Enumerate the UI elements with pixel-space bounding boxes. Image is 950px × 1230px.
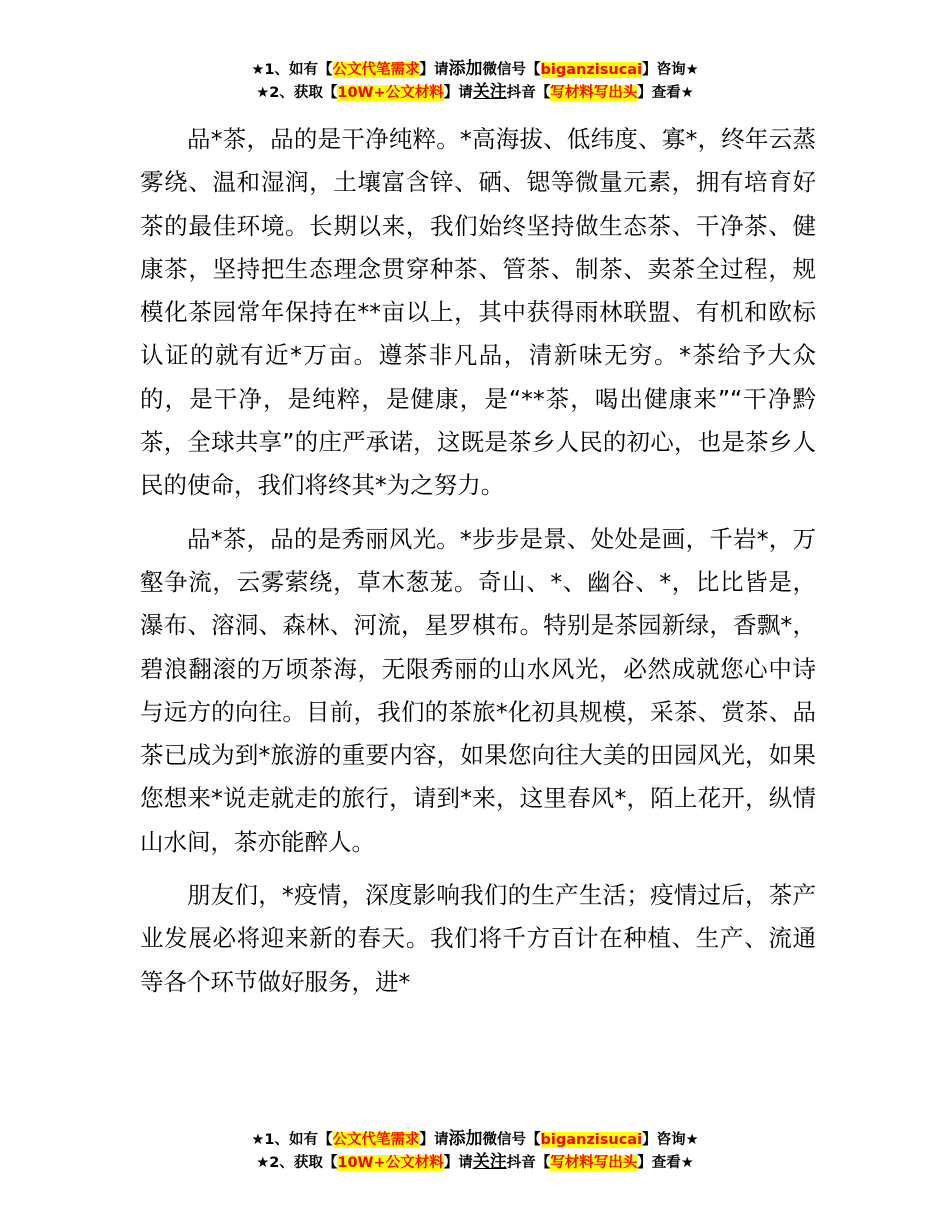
banner-line-2 [0, 81, 950, 104]
banner-highlight: 公文代笔需求 [332, 62, 420, 78]
paragraph: 品*茶，品的是秀丽风光。*步步是景、处处是画，千岩*，万壑争流，云雾萦绕，草木葱茏。奇山、*、幽谷、*，比比皆是，瀑布、溶洞、森林、河流，星罗棋布。特别是茶园新绿，香飘*，碧浪翻滚的万顷茶海，无限秀丽的山水风光，必然成就您心中诗与远方的向往。目前，我们的茶旅*化初具规模，采茶、赏茶、品茶已成为到*旅游的重要内容，如果您向往大美的田园风光，如果您想来*说走就走的旅行，请到*来，这里春风*，陌上花开，纵情山水间，茶亦能醉人。 [140, 524, 816, 856]
banner-text: 】请 [419, 62, 449, 78]
banner-text: 】咨询★ [642, 1132, 699, 1148]
banner-text: ★1、如有【 [251, 62, 333, 78]
paragraph: 朋友们，*疫情，深度影响我们的生产生活；疫情过后，茶产业发展必将迎来新的春天。我们将千方百计在种植、生产、流通等各个环节做好服务，进* [140, 881, 816, 996]
document-body [140, 118, 816, 1014]
banner-emphasis: 添加 [448, 59, 483, 79]
banner-line-1 [0, 1128, 950, 1151]
banner-emphasis: 关注 [472, 82, 507, 102]
banner-text: 抖音【 [506, 1155, 551, 1171]
banner-text: 】查看★ [637, 1155, 694, 1171]
banner-text: 】咨询★ [642, 62, 699, 78]
banner-highlight: 10W+公文材料 [337, 1155, 444, 1171]
banner-text: 抖音【 [506, 85, 551, 101]
banner-text: 微信号【 [482, 1132, 541, 1148]
banner-text: 微信号【 [482, 62, 541, 78]
banner-highlight: biganzisucai [540, 1132, 643, 1148]
banner-emphasis: 关注 [472, 1152, 507, 1172]
header-banner [0, 58, 950, 104]
banner-emphasis: 添加 [448, 1129, 483, 1149]
banner-line-1 [0, 58, 950, 81]
banner-highlight: 公文代笔需求 [332, 1132, 420, 1148]
banner-text: 】查看★ [637, 85, 694, 101]
banner-highlight: 10W+公文材料 [337, 85, 444, 101]
footer-banner [0, 1128, 950, 1174]
banner-text: ★2、获取【 [256, 1155, 338, 1171]
banner-text: 】请 [419, 1132, 449, 1148]
banner-text: ★1、如有【 [251, 1132, 333, 1148]
banner-highlight: 写材料写出头 [550, 85, 638, 101]
banner-text: 】请 [443, 1155, 473, 1171]
banner-text: ★2、获取【 [256, 85, 338, 101]
banner-highlight: 写材料写出头 [550, 1155, 638, 1171]
banner-text: 】请 [443, 85, 473, 101]
banner-line-2 [0, 1151, 950, 1174]
banner-highlight: biganzisucai [540, 62, 643, 78]
paragraph: 品*茶，品的是干净纯粹。*高海拔、低纬度、寡*，终年云蒸雾绕、温和湿润，土壤富含锌、硒、锶等微量元素，拥有培育好茶的最佳环境。长期以来，我们始终坚持做生态茶、干净茶、健康茶，坚持把生态理念贯穿种茶、管茶、制茶、卖茶全过程，规模化茶园常年保持在**亩以上，其中获得雨林联盟、有机和欧标认证的就有近*万亩。遵茶非凡品，清新味无穷。*茶给予大众的，是干净，是纯粹，是健康，是“**茶，喝出健康来”“干净黔茶，全球共享”的庄严承诺，这既是茶乡人民的初心，也是茶乡人民的使命，我们将终其*为之努力。 [140, 125, 816, 500]
